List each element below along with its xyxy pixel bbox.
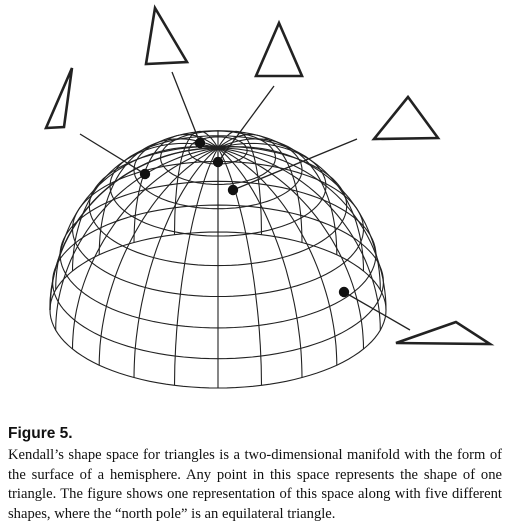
caption-text: Kendall’s shape space for triangles is a two-dimensional manifold with the form of the surface of a hemisphere. Any point in this space represents the shape of one triangle. The figure shows one representation of this space along with five different shapes, where the “north pole” is an equilateral triangle. — [8, 447, 502, 522]
point-lower-right — [339, 287, 349, 297]
point-left — [140, 169, 150, 179]
connector-lines — [80, 72, 410, 330]
triangle-flat — [396, 322, 490, 344]
longitude-lines — [50, 130, 386, 388]
triangle-tall — [146, 8, 187, 64]
triangle-thin-left — [46, 68, 72, 128]
hemisphere-wireframe — [50, 130, 386, 388]
figure-caption — [8, 424, 502, 524]
triangle-equilateral — [256, 23, 302, 76]
caption-label: Figure 5. — [8, 425, 73, 442]
longitude-line — [218, 148, 364, 349]
connector-upper-left — [172, 72, 200, 143]
shape-points — [140, 138, 349, 297]
triangle-right-leaning — [374, 97, 438, 139]
point-right — [228, 185, 238, 195]
point-north-pole — [213, 157, 223, 167]
point-upper — [195, 138, 205, 148]
